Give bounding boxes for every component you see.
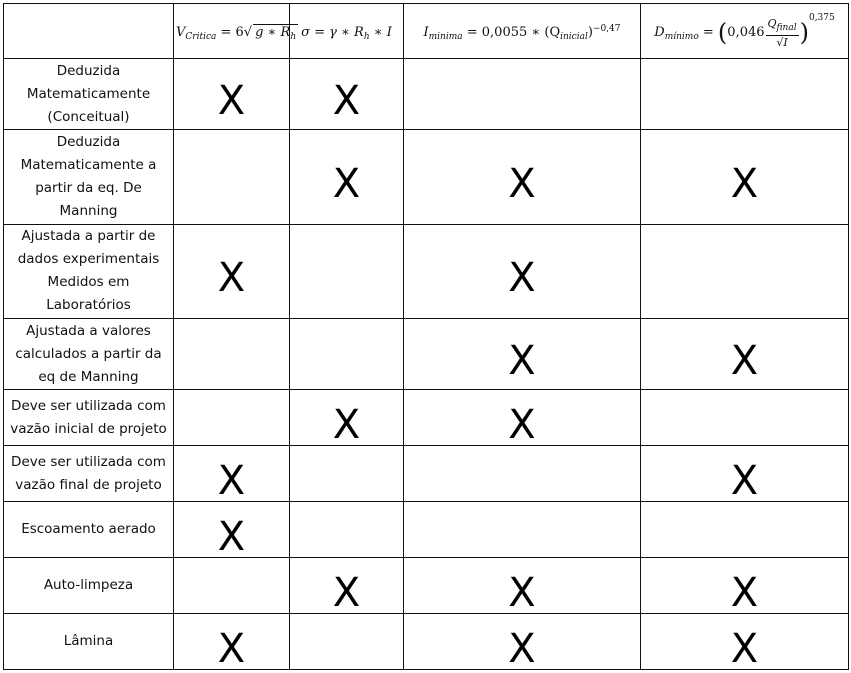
table-row	[4, 614, 849, 670]
mark-cell-dminimo	[641, 130, 849, 225]
mark-cell-vcritica	[174, 390, 290, 446]
mark-cell-vcritica	[174, 224, 290, 319]
header-iminima	[404, 4, 641, 59]
check-mark: X	[508, 401, 536, 448]
check-mark: X	[217, 513, 246, 560]
check-mark: X	[730, 569, 759, 616]
formula-iminima: $I_{minima} = 0,0055$ ∗ $(Q_{inicial})^{-0,47}$	[423, 23, 621, 42]
row-label: Deduzida Matematicamente (Conceitual)	[4, 59, 174, 130]
check-mark: X	[508, 255, 536, 302]
check-mark: X	[508, 338, 536, 385]
mark-cell-vcritica	[174, 319, 290, 390]
mark-cell-vcritica	[174, 130, 290, 225]
check-mark: X	[508, 569, 536, 616]
row-label: Deve ser utilizada com vazão inicial de projeto	[4, 390, 174, 446]
table-body	[4, 59, 849, 670]
mark-cell-iminima	[404, 319, 641, 390]
row-label: Deduzida Matematicamente a partir da eq. De Manning	[4, 130, 174, 225]
mark-cell-sigma	[290, 390, 404, 446]
mark-cell-iminima	[404, 446, 641, 502]
mark-cell-vcritica	[174, 558, 290, 614]
mark-cell-iminima	[404, 558, 641, 614]
mark-cell-vcritica	[174, 446, 290, 502]
table-row	[4, 558, 849, 614]
check-mark: X	[217, 255, 246, 302]
table-row	[4, 224, 849, 319]
mark-cell-sigma	[290, 614, 404, 670]
check-mark: X	[217, 457, 246, 504]
mark-cell-iminima	[404, 59, 641, 130]
mark-cell-sigma	[290, 446, 404, 502]
mark-cell-sigma	[290, 502, 404, 558]
check-mark: X	[730, 160, 759, 207]
mark-cell-iminima	[404, 390, 641, 446]
mark-cell-dminimo	[641, 614, 849, 670]
check-mark: X	[332, 78, 361, 125]
mark-cell-dminimo	[641, 224, 849, 319]
corner-cell	[4, 4, 174, 59]
check-mark: X	[508, 160, 536, 207]
check-mark: X	[730, 625, 759, 672]
table-row	[4, 130, 849, 225]
mark-cell-iminima	[404, 614, 641, 670]
mark-cell-vcritica	[174, 59, 290, 130]
table-row	[4, 502, 849, 558]
mark-cell-sigma	[290, 558, 404, 614]
table-row	[4, 319, 849, 390]
row-label: Deve ser utilizada com vazão final de projeto	[4, 446, 174, 502]
header-row	[4, 4, 849, 59]
row-label: Ajustada a valores calculados a partir da eq de Manning	[4, 319, 174, 390]
row-label: Escoamento aerado	[4, 502, 174, 558]
mark-cell-dminimo	[641, 446, 849, 502]
mark-cell-dminimo	[641, 319, 849, 390]
table-row	[4, 59, 849, 130]
mark-cell-dminimo	[641, 558, 849, 614]
check-mark: X	[332, 569, 361, 616]
formula-dminimo: $D_{mínimo} = (0,046$ $\frac{Q_{final}}{√I}$ )$^{0,375}$	[654, 13, 835, 49]
check-mark: X	[730, 457, 759, 504]
mark-cell-iminima	[404, 502, 641, 558]
header-dminimo	[641, 4, 849, 59]
comparison-table	[3, 3, 849, 670]
mark-cell-dminimo	[641, 502, 849, 558]
check-mark: X	[332, 401, 361, 448]
row-label: Ajustada a partir de dados experimentais Medidos em Laboratórios	[4, 224, 174, 319]
row-label: Lâmina	[4, 614, 174, 670]
mark-cell-vcritica	[174, 502, 290, 558]
header-vcritica	[174, 4, 297, 59]
mark-cell-dminimo	[641, 59, 849, 130]
check-mark: X	[217, 78, 246, 125]
check-mark: X	[508, 625, 536, 672]
mark-cell-iminima	[404, 224, 641, 319]
header-sigma	[290, 4, 404, 59]
mark-cell-iminima	[404, 130, 641, 225]
mark-cell-sigma	[290, 319, 404, 390]
check-mark: X	[730, 338, 759, 385]
mark-cell-dminimo	[641, 390, 849, 446]
table-row	[4, 390, 849, 446]
table-row	[4, 446, 849, 502]
mark-cell-sigma	[290, 224, 404, 319]
check-mark: X	[332, 160, 361, 207]
formula-vcritica: $V_{Critica} = 6√$ g ∗ $R_h$	[176, 24, 297, 42]
mark-cell-sigma	[290, 130, 404, 225]
mark-cell-sigma	[290, 59, 404, 130]
check-mark: X	[217, 625, 246, 672]
mark-cell-vcritica	[174, 614, 290, 670]
row-label: Auto-limpeza	[4, 558, 174, 614]
formula-sigma: σ = γ ∗ $R_h$ ∗ I	[301, 24, 392, 42]
